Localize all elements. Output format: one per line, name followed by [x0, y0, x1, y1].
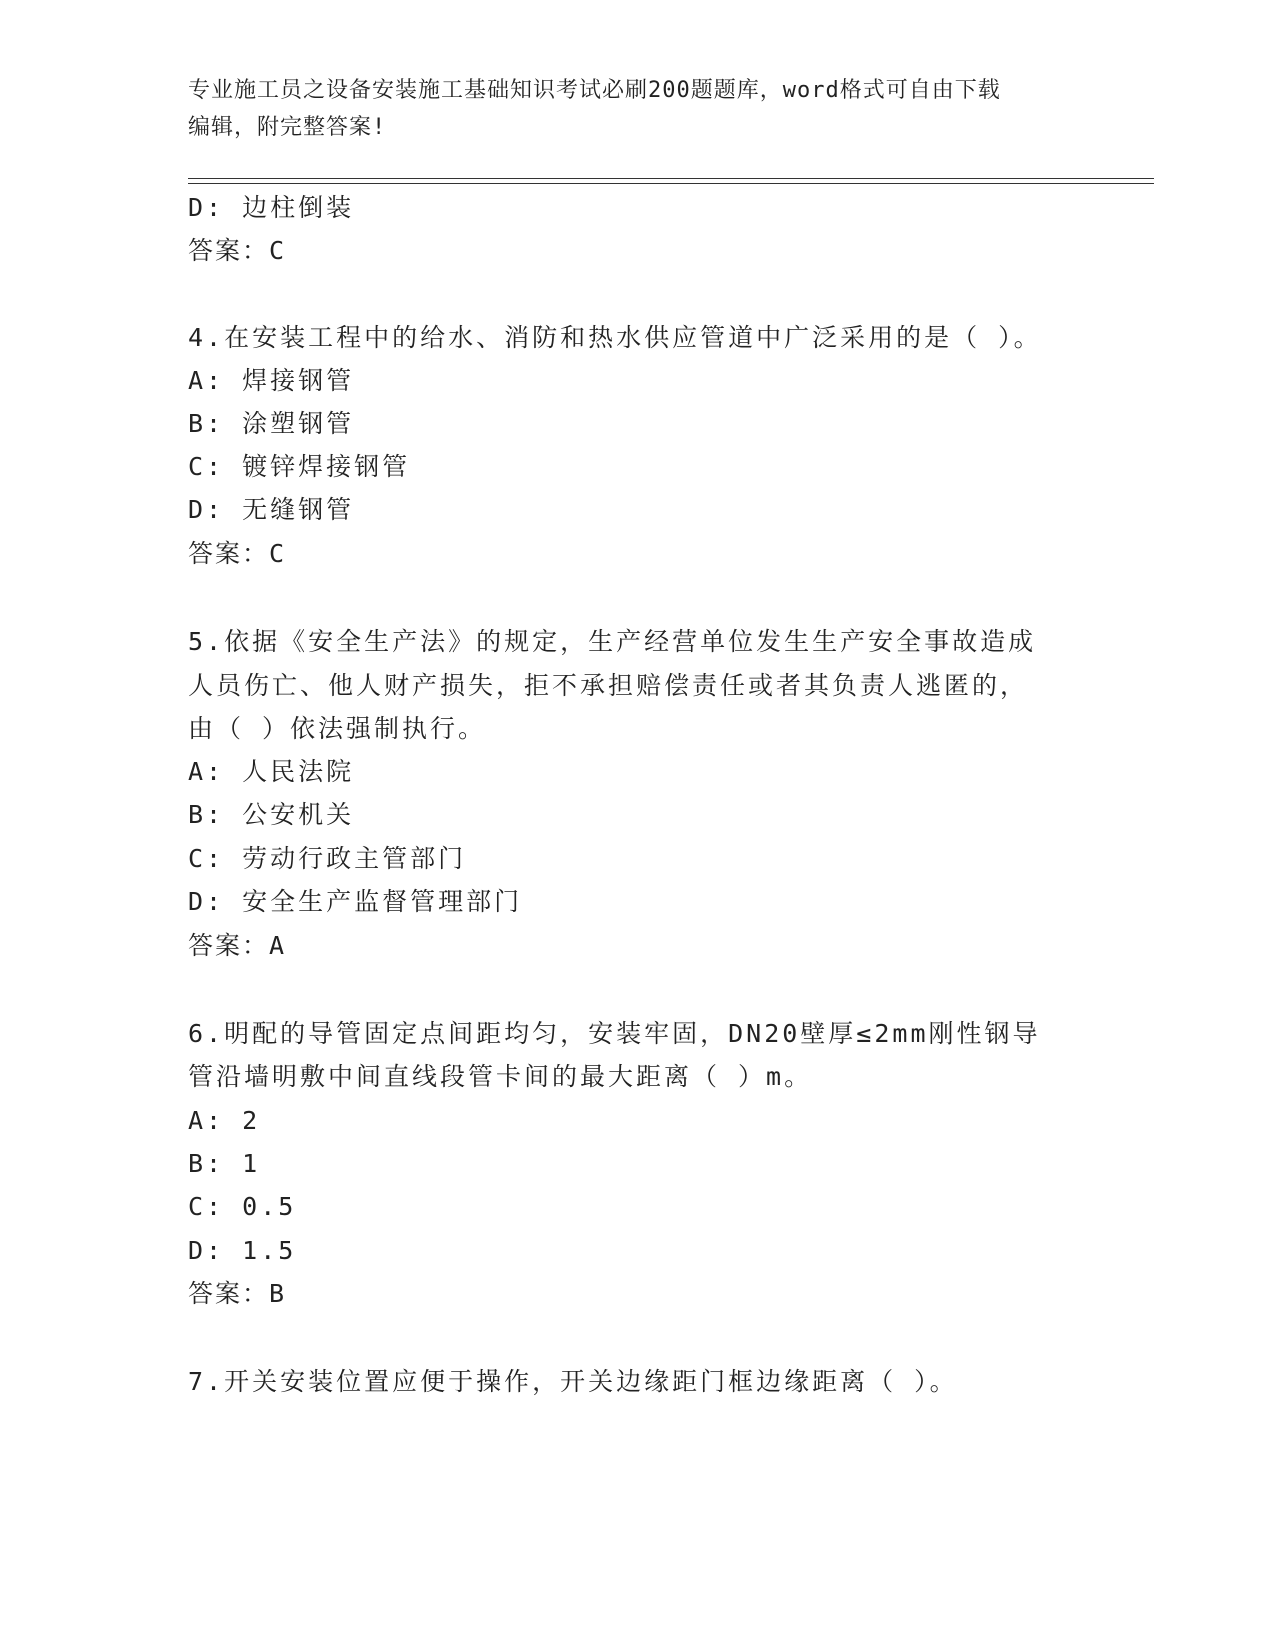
question-6-stem-line-2: 管沿墙明敷中间直线段管卡间的最大距离（ ）m。: [188, 1062, 813, 1091]
question-5-option-b: B: 公安机关: [188, 800, 355, 829]
question-4-option-c: C: 镀锌焊接钢管: [188, 452, 411, 481]
question-5-option-d: D: 安全生产监督管理部门: [188, 887, 523, 916]
question-4-option-b: B: 涂塑钢管: [188, 409, 355, 438]
question-4-option-a: A: 焊接钢管: [188, 366, 355, 395]
question-5-option-c: C: 劳动行政主管部门: [188, 844, 467, 873]
header-divider-top: [188, 178, 1154, 179]
document-header: [188, 72, 1088, 146]
question-6-option-d: D: 1.5: [188, 1236, 297, 1265]
question-7-stem: 7.开关安装位置应便于操作，开关边缘距门框边缘距离（ ）。: [188, 1367, 958, 1396]
question-5-option-a: A: 人民法院: [188, 757, 355, 786]
question-6-answer: 答案：B: [188, 1279, 287, 1308]
question-5-stem-line-1: 5.依据《安全生产法》的规定，生产经营单位发生生产安全事故造成: [188, 627, 1037, 656]
question-5-stem-line-3: 由（ ）依法强制执行。: [188, 714, 487, 743]
header-divider-bottom: [188, 183, 1154, 184]
question-6-option-c: C: 0.5: [188, 1192, 297, 1221]
question-4-answer: 答案：C: [188, 539, 287, 568]
question-5-answer: 答案：A: [188, 931, 287, 960]
question-3-option-d: D: 边柱倒装: [188, 193, 355, 222]
header-title-line-1: 专业施工员之设备安装施工基础知识考试必刷200题题库，word格式可自由下载: [188, 78, 1001, 103]
question-3-answer: 答案：C: [188, 236, 287, 265]
question-4-stem: 4.在安装工程中的给水、消防和热水供应管道中广泛采用的是（ ）。: [188, 323, 1042, 352]
header-title-line-2: 编辑，附完整答案!: [188, 115, 387, 140]
question-6-option-a: A: 2: [188, 1106, 261, 1135]
question-6-stem-line-1: 6.明配的导管固定点间距均匀，安装牢固，DN20壁厚≤2mm刚性钢导: [188, 1019, 1041, 1048]
question-5-stem-line-2: 人员伤亡、他人财产损失，拒不承担赔偿责任或者其负责人逃匿的，: [188, 671, 1029, 700]
question-6-option-b: B: 1: [188, 1149, 261, 1178]
question-4-option-d: D: 无缝钢管: [188, 495, 355, 524]
